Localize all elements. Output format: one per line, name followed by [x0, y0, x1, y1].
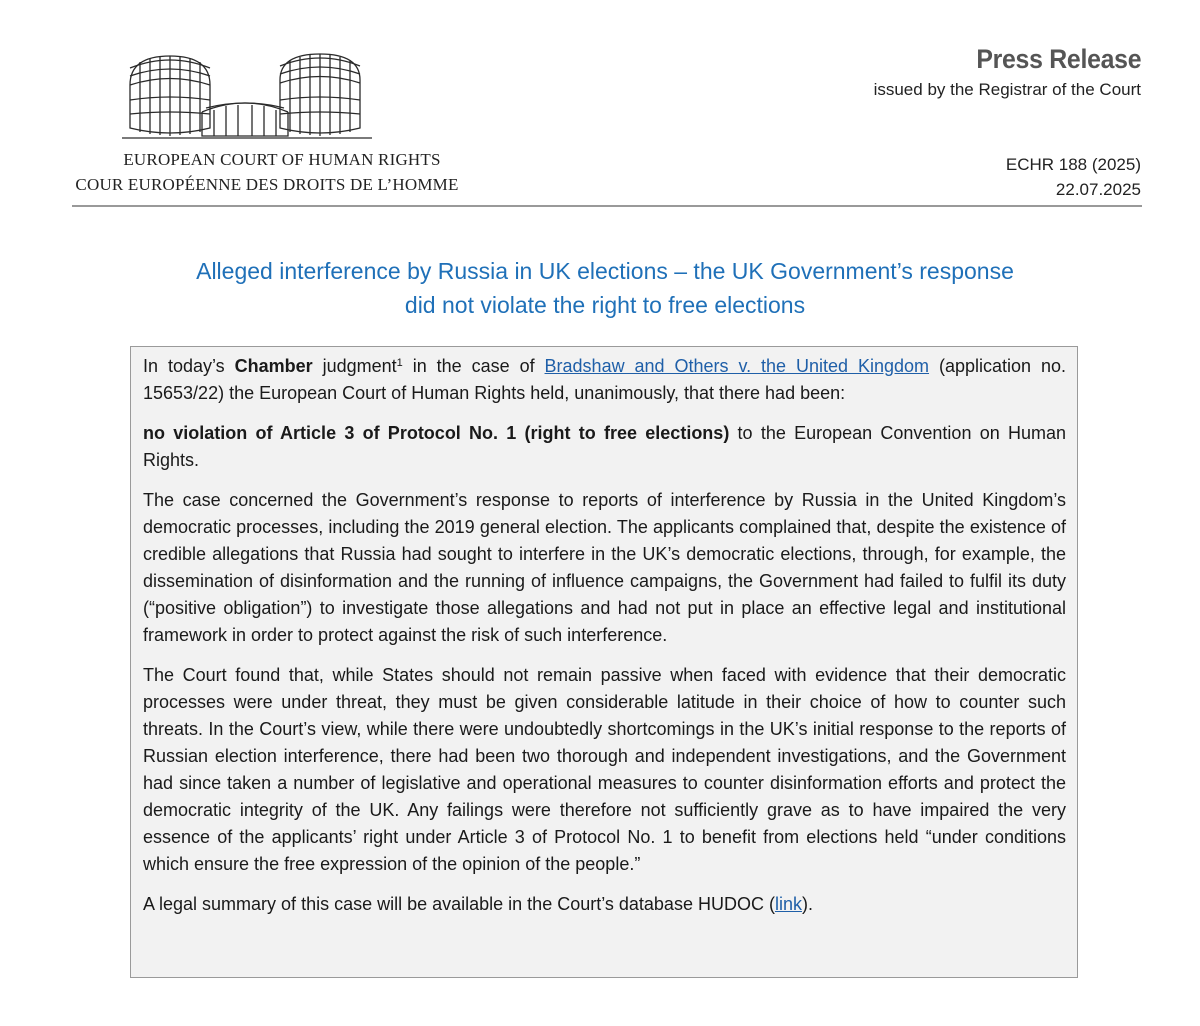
footnote-marker[interactable]: 1 [396, 357, 403, 369]
header-divider [72, 205, 1142, 207]
hudoc-link[interactable]: link [774, 894, 802, 914]
issuer-line: issued by the Registrar of the Court [873, 80, 1141, 99]
p2-verdict-bold: no violation of Article 3 of Protocol No. 1 (right to free elections) [143, 423, 730, 443]
summary-paragraph-1 [143, 353, 1066, 407]
headline-line-2: did not violate the right to free elections [404, 292, 806, 318]
summary-paragraph-2 [143, 420, 1066, 474]
document-type-title: Press Release [976, 44, 1141, 74]
court-name-en: EUROPEAN COURT OF HUMAN RIGHTS [123, 150, 441, 169]
press-release-headline [0, 254, 1200, 322]
p1-chamber-bold: Chamber [234, 356, 313, 376]
p1-judgment: judgment [312, 356, 397, 376]
p2-rest: to the European Convention on Human Rights. [143, 423, 1066, 470]
summary-paragraph-5 [143, 891, 1066, 918]
summary-box [130, 346, 1078, 978]
p1-prefix: In today’s [143, 356, 235, 376]
court-building-logo-icon [122, 50, 422, 142]
headline-line-1: Alleged interference by Russia in UK elections – the UK Government’s response [196, 258, 1014, 284]
p1-suffix: (application no. 15653/22) the European Court of Human Rights held, unanimously, that there had been: [143, 356, 1066, 403]
p5-prefix: A legal summary of this case will be available in the Court’s database HUDOC ( [143, 894, 775, 914]
case-link[interactable]: Bradshaw and Others v. the United Kingdom [544, 356, 930, 376]
reference-number: ECHR 188 (2025) [1005, 155, 1141, 174]
court-name-fr: COUR EUROPÉENNE DES DROITS DE L’HOMME [75, 175, 459, 194]
p1-case-of: in the case of [402, 356, 545, 376]
p5-suffix: ). [801, 894, 813, 914]
release-date: 22.07.2025 [1055, 180, 1141, 199]
summary-paragraph-4: The Court found that, while States should not remain passive when faced with evidence that their democratic processes were under threat, they must be given considerable latitude in their choice of how to counter such threats. In the Court’s view, while there were undoubtedly shortcomings in the UK’s initial response to the reports of Russian election interference, there had been two thorough and independent investigations, and the Government had since taken a number of legislative and operational measures to counter disinformation efforts and protect the democratic integrity of the UK. Any failings were therefore not sufficiently grave as to have impaired the very essence of the applicants’ right under Article 3 of Protocol No. 1 to benefit from elections held “under conditions which ensure the free expression of the opinion of the people.” [143, 665, 1066, 874]
summary-paragraph-3: The case concerned the Government’s response to reports of interference by Russia in the United Kingdom’s democratic processes, including the 2019 general election. The applicants complained that, despite the existence of credible allegations that Russia had sought to interfere in the UK’s democratic elections, through, for example, the dissemination of disinformation and the running of influence campaigns, the Government had failed to fulfil its duty (“positive obligation”) to investigate those allegations and had not put in place an effective legal and institutional framework in order to protect against the risk of such interference. [143, 490, 1066, 645]
